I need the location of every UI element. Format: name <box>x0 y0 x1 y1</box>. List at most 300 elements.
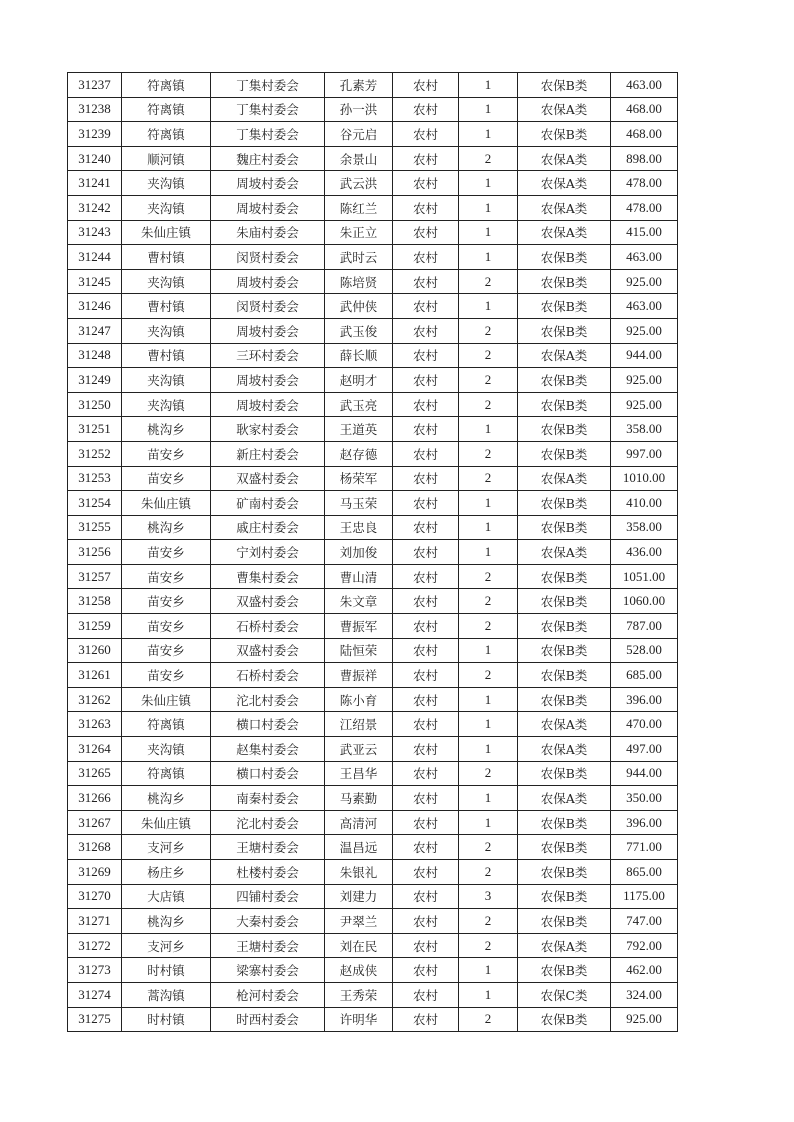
household-type-cell: 农村 <box>393 933 459 958</box>
record-id-cell: 31270 <box>68 884 122 909</box>
town-cell: 支河乡 <box>122 933 211 958</box>
amount-cell: 944.00 <box>611 761 678 786</box>
table-row <box>68 466 678 491</box>
village-committee-cell: 大秦村委会 <box>211 909 325 934</box>
insurance-category-cell: 农保B类 <box>518 122 611 147</box>
village-committee-cell: 四铺村委会 <box>211 884 325 909</box>
table-row <box>68 171 678 196</box>
amount-cell: 925.00 <box>611 392 678 417</box>
village-committee-cell: 宁刘村委会 <box>211 540 325 565</box>
insurance-category-cell: 农保B类 <box>518 663 611 688</box>
insurance-category-cell: 农保A类 <box>518 712 611 737</box>
town-cell: 夹沟镇 <box>122 269 211 294</box>
person-name-cell: 马素勤 <box>325 786 393 811</box>
table-row <box>68 540 678 565</box>
village-committee-cell: 闵贤村委会 <box>211 294 325 319</box>
amount-cell: 396.00 <box>611 687 678 712</box>
household-size-cell: 2 <box>459 909 518 934</box>
household-type-cell: 农村 <box>393 245 459 270</box>
household-type-cell: 农村 <box>393 269 459 294</box>
town-cell: 符离镇 <box>122 122 211 147</box>
record-id-cell: 31267 <box>68 810 122 835</box>
household-size-cell: 1 <box>459 638 518 663</box>
town-cell: 蒿沟镇 <box>122 982 211 1007</box>
household-size-cell: 1 <box>459 294 518 319</box>
record-id-cell: 31247 <box>68 318 122 343</box>
village-committee-cell: 魏庄村委会 <box>211 146 325 171</box>
amount-cell: 1051.00 <box>611 564 678 589</box>
person-name-cell: 武云洪 <box>325 171 393 196</box>
village-committee-cell: 三环村委会 <box>211 343 325 368</box>
table-row <box>68 343 678 368</box>
amount-cell: 771.00 <box>611 835 678 860</box>
amount-cell: 478.00 <box>611 171 678 196</box>
town-cell: 苗安乡 <box>122 441 211 466</box>
person-name-cell: 刘加俊 <box>325 540 393 565</box>
person-name-cell: 武仲侠 <box>325 294 393 319</box>
amount-cell: 410.00 <box>611 491 678 516</box>
insurance-category-cell: 农保C类 <box>518 982 611 1007</box>
table-row <box>68 786 678 811</box>
insurance-category-cell: 农保B类 <box>518 392 611 417</box>
insurance-category-cell: 农保A类 <box>518 220 611 245</box>
person-name-cell: 薛长顺 <box>325 343 393 368</box>
record-id-cell: 31240 <box>68 146 122 171</box>
record-id-cell: 31274 <box>68 982 122 1007</box>
person-name-cell: 赵明才 <box>325 368 393 393</box>
village-committee-cell: 石桥村委会 <box>211 663 325 688</box>
amount-cell: 470.00 <box>611 712 678 737</box>
record-id-cell: 31246 <box>68 294 122 319</box>
household-size-cell: 1 <box>459 245 518 270</box>
household-size-cell: 1 <box>459 122 518 147</box>
town-cell: 支河乡 <box>122 835 211 860</box>
household-type-cell: 农村 <box>393 343 459 368</box>
amount-cell: 747.00 <box>611 909 678 934</box>
household-type-cell: 农村 <box>393 195 459 220</box>
household-size-cell: 1 <box>459 737 518 762</box>
person-name-cell: 曹振军 <box>325 614 393 639</box>
insurance-category-cell: 农保B类 <box>518 368 611 393</box>
town-cell: 顺河镇 <box>122 146 211 171</box>
household-size-cell: 2 <box>459 343 518 368</box>
amount-cell: 997.00 <box>611 441 678 466</box>
village-committee-cell: 横口村委会 <box>211 712 325 737</box>
village-committee-cell: 周坡村委会 <box>211 368 325 393</box>
person-name-cell: 武亚云 <box>325 737 393 762</box>
household-size-cell: 2 <box>459 860 518 885</box>
table-row <box>68 1007 678 1032</box>
town-cell: 苗安乡 <box>122 564 211 589</box>
table-row <box>68 73 678 98</box>
table-row <box>68 958 678 983</box>
record-id-cell: 31238 <box>68 97 122 122</box>
person-name-cell: 孔素芳 <box>325 73 393 98</box>
table-row <box>68 441 678 466</box>
town-cell: 桃沟乡 <box>122 515 211 540</box>
household-type-cell: 农村 <box>393 564 459 589</box>
insurance-category-cell: 农保B类 <box>518 909 611 934</box>
village-committee-cell: 周坡村委会 <box>211 195 325 220</box>
town-cell: 朱仙庄镇 <box>122 810 211 835</box>
village-committee-cell: 沱北村委会 <box>211 687 325 712</box>
amount-cell: 468.00 <box>611 97 678 122</box>
household-size-cell: 2 <box>459 589 518 614</box>
household-size-cell: 2 <box>459 392 518 417</box>
household-type-cell: 农村 <box>393 884 459 909</box>
record-id-cell: 31257 <box>68 564 122 589</box>
village-committee-cell: 双盛村委会 <box>211 589 325 614</box>
record-id-cell: 31242 <box>68 195 122 220</box>
household-type-cell: 农村 <box>393 1007 459 1032</box>
amount-cell: 324.00 <box>611 982 678 1007</box>
household-type-cell: 农村 <box>393 810 459 835</box>
village-committee-cell: 丁集村委会 <box>211 122 325 147</box>
village-committee-cell: 矿南村委会 <box>211 491 325 516</box>
insurance-category-cell: 农保A类 <box>518 97 611 122</box>
household-type-cell: 农村 <box>393 982 459 1007</box>
table-row <box>68 368 678 393</box>
household-type-cell: 农村 <box>393 171 459 196</box>
record-id-cell: 31256 <box>68 540 122 565</box>
household-type-cell: 农村 <box>393 441 459 466</box>
household-type-cell: 农村 <box>393 687 459 712</box>
household-size-cell: 2 <box>459 368 518 393</box>
amount-cell: 1175.00 <box>611 884 678 909</box>
record-id-cell: 31258 <box>68 589 122 614</box>
village-committee-cell: 闵贤村委会 <box>211 245 325 270</box>
insurance-category-cell: 农保A类 <box>518 786 611 811</box>
insurance-category-cell: 农保A类 <box>518 343 611 368</box>
insurance-category-cell: 农保B类 <box>518 417 611 442</box>
household-size-cell: 2 <box>459 663 518 688</box>
amount-cell: 685.00 <box>611 663 678 688</box>
record-id-cell: 31275 <box>68 1007 122 1032</box>
village-committee-cell: 枪河村委会 <box>211 982 325 1007</box>
village-committee-cell: 丁集村委会 <box>211 97 325 122</box>
amount-cell: 396.00 <box>611 810 678 835</box>
insurance-category-cell: 农保B类 <box>518 491 611 516</box>
table-row <box>68 564 678 589</box>
record-id-cell: 31252 <box>68 441 122 466</box>
household-type-cell: 农村 <box>393 73 459 98</box>
table-row <box>68 318 678 343</box>
record-id-cell: 31271 <box>68 909 122 934</box>
household-size-cell: 1 <box>459 220 518 245</box>
record-id-cell: 31251 <box>68 417 122 442</box>
town-cell: 朱仙庄镇 <box>122 220 211 245</box>
insurance-category-cell: 农保A类 <box>518 737 611 762</box>
town-cell: 夹沟镇 <box>122 195 211 220</box>
person-name-cell: 许明华 <box>325 1007 393 1032</box>
insurance-category-cell: 农保B类 <box>518 614 611 639</box>
household-type-cell: 农村 <box>393 491 459 516</box>
table-row <box>68 392 678 417</box>
record-id-cell: 31248 <box>68 343 122 368</box>
household-type-cell: 农村 <box>393 97 459 122</box>
table-row <box>68 982 678 1007</box>
insurance-category-cell: 农保B类 <box>518 318 611 343</box>
town-cell: 符离镇 <box>122 97 211 122</box>
insurance-category-cell: 农保A类 <box>518 195 611 220</box>
table-row <box>68 589 678 614</box>
table-row <box>68 195 678 220</box>
table-row <box>68 933 678 958</box>
table-row <box>68 269 678 294</box>
household-size-cell: 2 <box>459 614 518 639</box>
person-name-cell: 马玉荣 <box>325 491 393 516</box>
record-id-cell: 31244 <box>68 245 122 270</box>
record-id-cell: 31254 <box>68 491 122 516</box>
household-size-cell: 2 <box>459 761 518 786</box>
record-id-cell: 31263 <box>68 712 122 737</box>
village-committee-cell: 赵集村委会 <box>211 737 325 762</box>
insurance-category-cell: 农保A类 <box>518 466 611 491</box>
table-row <box>68 122 678 147</box>
table-row <box>68 884 678 909</box>
amount-cell: 865.00 <box>611 860 678 885</box>
table-row <box>68 245 678 270</box>
record-id-cell: 31262 <box>68 687 122 712</box>
amount-cell: 478.00 <box>611 195 678 220</box>
person-name-cell: 孙一洪 <box>325 97 393 122</box>
person-name-cell: 武玉亮 <box>325 392 393 417</box>
table-body <box>68 73 678 1032</box>
household-type-cell: 农村 <box>393 860 459 885</box>
table-row <box>68 614 678 639</box>
amount-cell: 925.00 <box>611 1007 678 1032</box>
person-name-cell: 陆恒荣 <box>325 638 393 663</box>
household-type-cell: 农村 <box>393 737 459 762</box>
household-type-cell: 农村 <box>393 712 459 737</box>
household-size-cell: 2 <box>459 466 518 491</box>
household-size-cell: 1 <box>459 171 518 196</box>
insurance-category-cell: 农保B类 <box>518 958 611 983</box>
insurance-category-cell: 农保B类 <box>518 687 611 712</box>
village-committee-cell: 王塘村委会 <box>211 835 325 860</box>
village-committee-cell: 横口村委会 <box>211 761 325 786</box>
household-size-cell: 2 <box>459 146 518 171</box>
table-row <box>68 97 678 122</box>
household-type-cell: 农村 <box>393 392 459 417</box>
town-cell: 朱仙庄镇 <box>122 491 211 516</box>
amount-cell: 925.00 <box>611 368 678 393</box>
record-id-cell: 31272 <box>68 933 122 958</box>
amount-cell: 468.00 <box>611 122 678 147</box>
insurance-category-cell: 农保B类 <box>518 515 611 540</box>
village-committee-cell: 周坡村委会 <box>211 318 325 343</box>
record-id-cell: 31269 <box>68 860 122 885</box>
person-name-cell: 杨荣军 <box>325 466 393 491</box>
person-name-cell: 赵存德 <box>325 441 393 466</box>
town-cell: 苗安乡 <box>122 466 211 491</box>
town-cell: 曹村镇 <box>122 245 211 270</box>
insurance-category-cell: 农保B类 <box>518 589 611 614</box>
household-type-cell: 农村 <box>393 318 459 343</box>
record-id-cell: 31260 <box>68 638 122 663</box>
record-id-cell: 31255 <box>68 515 122 540</box>
household-type-cell: 农村 <box>393 294 459 319</box>
household-type-cell: 农村 <box>393 122 459 147</box>
person-name-cell: 陈红兰 <box>325 195 393 220</box>
household-size-cell: 2 <box>459 835 518 860</box>
village-committee-cell: 新庄村委会 <box>211 441 325 466</box>
town-cell: 苗安乡 <box>122 663 211 688</box>
person-name-cell: 朱正立 <box>325 220 393 245</box>
town-cell: 苗安乡 <box>122 589 211 614</box>
insurance-category-cell: 农保A类 <box>518 933 611 958</box>
town-cell: 夹沟镇 <box>122 368 211 393</box>
table-row <box>68 737 678 762</box>
town-cell: 桃沟乡 <box>122 786 211 811</box>
table-row <box>68 810 678 835</box>
insurance-category-cell: 农保B类 <box>518 638 611 663</box>
person-name-cell: 高清河 <box>325 810 393 835</box>
village-committee-cell: 时西村委会 <box>211 1007 325 1032</box>
records-table <box>67 72 678 1032</box>
amount-cell: 1010.00 <box>611 466 678 491</box>
insurance-category-cell: 农保B类 <box>518 245 611 270</box>
record-id-cell: 31243 <box>68 220 122 245</box>
table-row <box>68 761 678 786</box>
insurance-category-cell: 农保B类 <box>518 884 611 909</box>
village-committee-cell: 南秦村委会 <box>211 786 325 811</box>
record-id-cell: 31259 <box>68 614 122 639</box>
person-name-cell: 余景山 <box>325 146 393 171</box>
household-size-cell: 1 <box>459 73 518 98</box>
amount-cell: 1060.00 <box>611 589 678 614</box>
household-size-cell: 1 <box>459 786 518 811</box>
town-cell: 朱仙庄镇 <box>122 687 211 712</box>
household-type-cell: 农村 <box>393 909 459 934</box>
village-committee-cell: 曹集村委会 <box>211 564 325 589</box>
insurance-category-cell: 农保B类 <box>518 810 611 835</box>
amount-cell: 528.00 <box>611 638 678 663</box>
amount-cell: 358.00 <box>611 417 678 442</box>
town-cell: 曹村镇 <box>122 294 211 319</box>
village-committee-cell: 朱庙村委会 <box>211 220 325 245</box>
amount-cell: 898.00 <box>611 146 678 171</box>
household-size-cell: 3 <box>459 884 518 909</box>
person-name-cell: 王秀荣 <box>325 982 393 1007</box>
town-cell: 时村镇 <box>122 958 211 983</box>
household-type-cell: 农村 <box>393 761 459 786</box>
household-size-cell: 1 <box>459 515 518 540</box>
person-name-cell: 武时云 <box>325 245 393 270</box>
record-id-cell: 31253 <box>68 466 122 491</box>
table-row <box>68 712 678 737</box>
insurance-category-cell: 农保B类 <box>518 441 611 466</box>
insurance-category-cell: 农保B类 <box>518 294 611 319</box>
household-type-cell: 农村 <box>393 589 459 614</box>
person-name-cell: 曹山清 <box>325 564 393 589</box>
person-name-cell: 陈小育 <box>325 687 393 712</box>
table-row <box>68 663 678 688</box>
amount-cell: 463.00 <box>611 73 678 98</box>
household-type-cell: 农村 <box>393 540 459 565</box>
person-name-cell: 武玉俊 <box>325 318 393 343</box>
village-committee-cell: 双盛村委会 <box>211 638 325 663</box>
table-row <box>68 146 678 171</box>
household-size-cell: 2 <box>459 318 518 343</box>
village-committee-cell: 梁寨村委会 <box>211 958 325 983</box>
table-row <box>68 515 678 540</box>
household-type-cell: 农村 <box>393 515 459 540</box>
household-size-cell: 1 <box>459 97 518 122</box>
household-size-cell: 1 <box>459 195 518 220</box>
town-cell: 符离镇 <box>122 712 211 737</box>
household-size-cell: 1 <box>459 958 518 983</box>
household-size-cell: 2 <box>459 441 518 466</box>
table-row <box>68 909 678 934</box>
household-type-cell: 农村 <box>393 466 459 491</box>
amount-cell: 415.00 <box>611 220 678 245</box>
village-committee-cell: 双盛村委会 <box>211 466 325 491</box>
town-cell: 曹村镇 <box>122 343 211 368</box>
town-cell: 符离镇 <box>122 73 211 98</box>
town-cell: 杨庄乡 <box>122 860 211 885</box>
record-id-cell: 31239 <box>68 122 122 147</box>
town-cell: 夹沟镇 <box>122 392 211 417</box>
table-row <box>68 835 678 860</box>
household-type-cell: 农村 <box>393 786 459 811</box>
village-committee-cell: 杜楼村委会 <box>211 860 325 885</box>
person-name-cell: 温昌远 <box>325 835 393 860</box>
household-size-cell: 1 <box>459 687 518 712</box>
village-committee-cell: 石桥村委会 <box>211 614 325 639</box>
town-cell: 苗安乡 <box>122 540 211 565</box>
record-id-cell: 31264 <box>68 737 122 762</box>
person-name-cell: 王道英 <box>325 417 393 442</box>
amount-cell: 463.00 <box>611 294 678 319</box>
amount-cell: 463.00 <box>611 245 678 270</box>
person-name-cell: 朱银礼 <box>325 860 393 885</box>
insurance-category-cell: 农保A类 <box>518 171 611 196</box>
household-size-cell: 2 <box>459 564 518 589</box>
amount-cell: 944.00 <box>611 343 678 368</box>
household-type-cell: 农村 <box>393 614 459 639</box>
person-name-cell: 曹振祥 <box>325 663 393 688</box>
table-row <box>68 491 678 516</box>
insurance-category-cell: 农保B类 <box>518 73 611 98</box>
person-name-cell: 陈培贤 <box>325 269 393 294</box>
town-cell: 大店镇 <box>122 884 211 909</box>
household-type-cell: 农村 <box>393 146 459 171</box>
record-id-cell: 31261 <box>68 663 122 688</box>
person-name-cell: 刘在民 <box>325 933 393 958</box>
record-id-cell: 31241 <box>68 171 122 196</box>
household-type-cell: 农村 <box>393 368 459 393</box>
amount-cell: 925.00 <box>611 269 678 294</box>
insurance-category-cell: 农保B类 <box>518 564 611 589</box>
person-name-cell: 江绍景 <box>325 712 393 737</box>
person-name-cell: 尹翠兰 <box>325 909 393 934</box>
village-committee-cell: 耿家村委会 <box>211 417 325 442</box>
household-size-cell: 1 <box>459 712 518 737</box>
household-size-cell: 1 <box>459 810 518 835</box>
household-type-cell: 农村 <box>393 220 459 245</box>
record-id-cell: 31273 <box>68 958 122 983</box>
insurance-category-cell: 农保B类 <box>518 835 611 860</box>
amount-cell: 497.00 <box>611 737 678 762</box>
amount-cell: 787.00 <box>611 614 678 639</box>
town-cell: 时村镇 <box>122 1007 211 1032</box>
amount-cell: 792.00 <box>611 933 678 958</box>
insurance-category-cell: 农保A类 <box>518 146 611 171</box>
town-cell: 夹沟镇 <box>122 171 211 196</box>
amount-cell: 462.00 <box>611 958 678 983</box>
household-type-cell: 农村 <box>393 663 459 688</box>
